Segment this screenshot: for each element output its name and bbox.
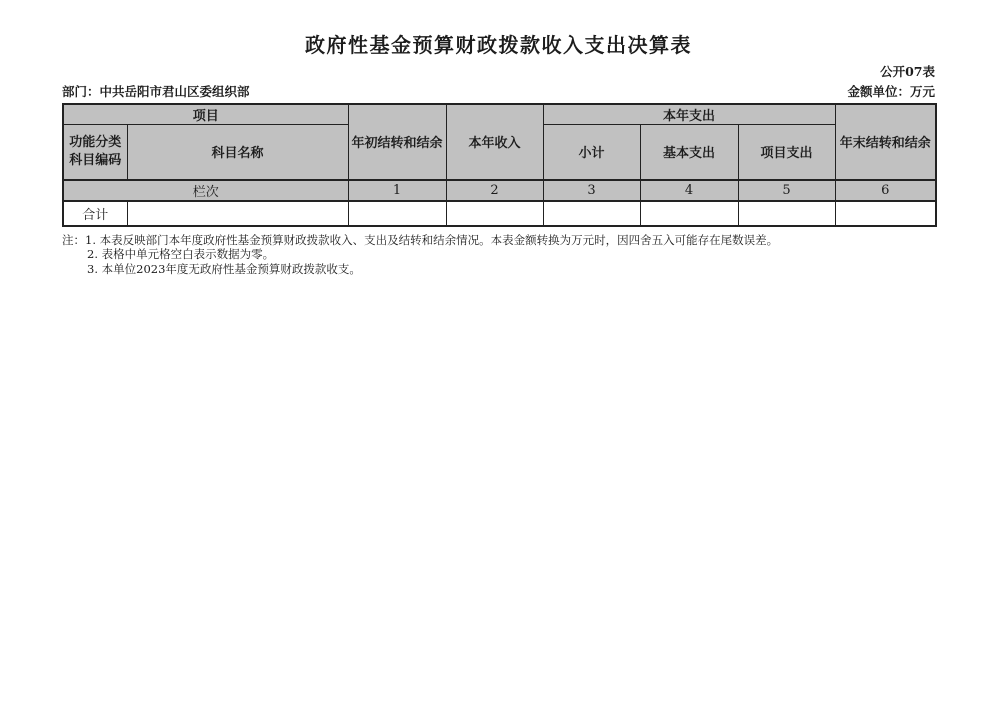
header-project-expense: 项目支出 <box>738 125 835 180</box>
column-index-3: 3 <box>543 180 640 201</box>
note-line-1 <box>62 233 935 248</box>
header-func-code-line2: 科目编码 <box>69 152 122 168</box>
total-project-expense-cell <box>738 201 835 226</box>
column-index-label: 栏次 <box>63 180 348 201</box>
meta-row <box>62 84 935 99</box>
department-label: 部门：中共岳阳市君山区委组织部 <box>62 84 250 99</box>
total-subject-name-cell <box>127 201 348 226</box>
total-begin-balance-cell <box>348 201 446 226</box>
column-index-1: 1 <box>348 180 446 201</box>
header-year-income: 本年收入 <box>446 104 543 180</box>
total-basic-expense-cell <box>640 201 738 226</box>
header-basic-expense: 基本支出 <box>640 125 738 180</box>
total-subtotal-cell <box>543 201 640 226</box>
header-row-1 <box>63 104 936 125</box>
fund-budget-table <box>62 103 937 227</box>
table-row-total <box>63 201 936 226</box>
note-text-1: 1. 本表反映部门本年度政府性基金预算财政拨款收入、支出及结转和结余情况。本表金额转换为万元时，因四舍五入可能存在尾数误差。 <box>85 232 779 247</box>
unit-label: 金额单位：万元 <box>847 84 935 99</box>
notes-block <box>62 233 935 277</box>
total-end-balance-cell <box>835 201 936 226</box>
note-prefix: 注： <box>62 232 85 247</box>
column-index-6: 6 <box>835 180 936 201</box>
header-begin-balance: 年初结转和结余 <box>348 104 446 180</box>
document-content <box>62 0 935 276</box>
header-func-code-line1: 功能分类 <box>69 134 122 150</box>
column-index-5: 5 <box>738 180 835 201</box>
column-index-row <box>63 180 936 201</box>
header-end-balance: 年末结转和结余 <box>835 104 936 180</box>
header-subject-name: 科目名称 <box>127 125 348 180</box>
header-func-code <box>63 125 127 180</box>
note-line-3: 3. 本单位2023年度无政府性基金预算财政拨款收支。 <box>87 261 361 276</box>
header-year-expense: 本年支出 <box>543 104 835 125</box>
column-index-2: 2 <box>446 180 543 201</box>
header-subtotal: 小计 <box>543 125 640 180</box>
page-title: 政府性基金预算财政拨款收入支出决算表 <box>305 33 692 57</box>
note-line-2: 2. 表格中单元格空白表示数据为零。 <box>87 247 275 261</box>
form-code-label: 公开07表 <box>880 64 935 79</box>
header-project: 项目 <box>63 104 348 125</box>
column-index-4: 4 <box>640 180 738 201</box>
total-row-label: 合计 <box>63 201 127 226</box>
total-year-income-cell <box>446 201 543 226</box>
